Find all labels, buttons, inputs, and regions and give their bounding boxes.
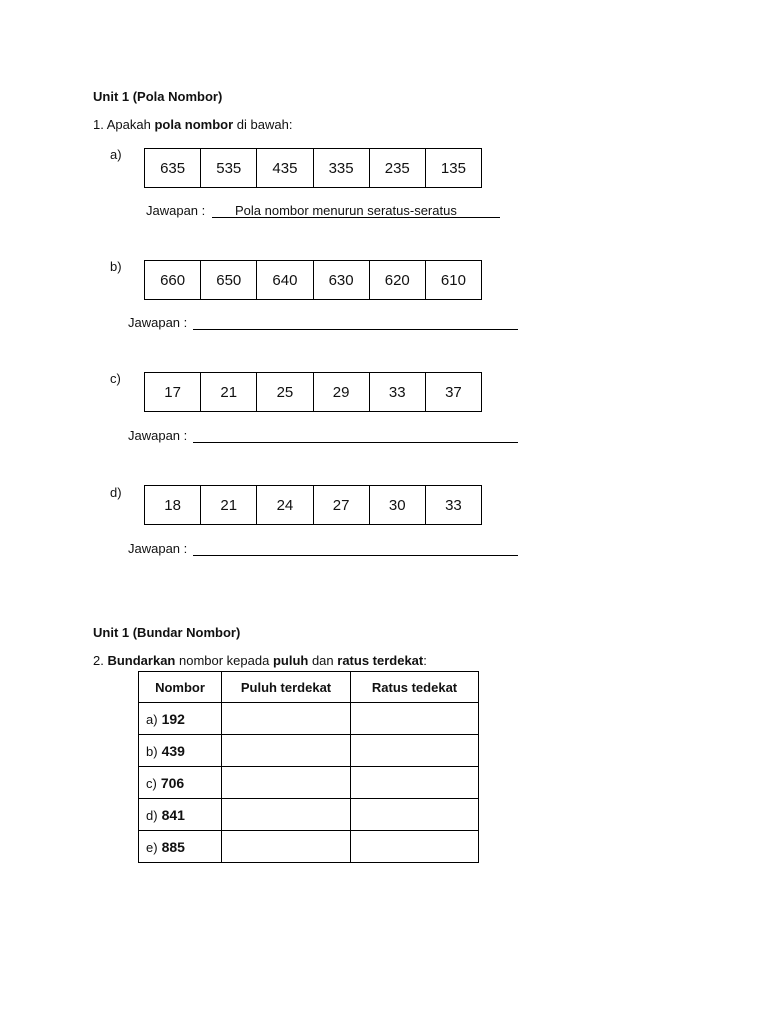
row-number: 841: [161, 806, 185, 823]
answer-d-field[interactable]: [193, 541, 518, 556]
answer-c-prefix: Jawapan :: [128, 428, 188, 443]
ratus-answer-cell[interactable]: [351, 831, 479, 863]
pattern-c-label: c): [110, 371, 121, 386]
puluh-answer-cell[interactable]: [222, 767, 351, 799]
pattern-cell: 27: [314, 486, 370, 524]
question-2-keyword-2: puluh: [272, 653, 309, 668]
question-2-keyword-1: Bundarkan: [107, 653, 176, 668]
puluh-answer-cell[interactable]: [222, 703, 351, 735]
question-2-text-2: dan: [308, 653, 338, 668]
row-label: [139, 703, 222, 735]
puluh-answer-cell[interactable]: [222, 735, 351, 767]
pattern-cell: 21: [201, 486, 257, 524]
row-label: [139, 735, 222, 767]
pattern-cell: 660: [145, 261, 201, 299]
table-row: [139, 831, 479, 863]
question-2-text-1: nombor kepada: [175, 653, 273, 668]
header-puluh: Puluh terdekat: [222, 672, 351, 703]
table-row: [139, 767, 479, 799]
ratus-answer-cell[interactable]: [351, 767, 479, 799]
ratus-answer-cell[interactable]: [351, 703, 479, 735]
table-header-row: [139, 672, 479, 703]
row-number: 192: [161, 710, 185, 727]
answer-a-text: Pola nombor menurun seratus-seratus: [235, 203, 457, 218]
pattern-cell: 33: [370, 373, 426, 411]
row-letter: d): [146, 807, 158, 823]
table-row: [139, 799, 479, 831]
row-letter: b): [146, 743, 158, 759]
header-nombor: Nombor: [139, 672, 222, 703]
answer-a-prefix: Jawapan :: [146, 203, 206, 218]
row-letter: e): [146, 839, 158, 855]
table-row: [139, 703, 479, 735]
row-letter: c): [146, 775, 157, 791]
pattern-cell: 18: [145, 486, 201, 524]
pattern-a-label: a): [110, 147, 122, 162]
row-number: 706: [160, 774, 185, 791]
pattern-cell: 635: [145, 149, 201, 187]
answer-b-field[interactable]: [193, 315, 518, 330]
question-1-rest: di bawah:: [233, 117, 293, 132]
pattern-cell: 25: [257, 373, 313, 411]
answer-c-field[interactable]: [193, 428, 518, 443]
pattern-cell: 21: [201, 373, 257, 411]
pattern-cell: 29: [314, 373, 370, 411]
pattern-cell: 33: [445, 496, 462, 514]
puluh-answer-cell[interactable]: [222, 831, 351, 863]
question-2-text-3: :: [423, 653, 427, 668]
pattern-cell: 630: [314, 261, 370, 299]
row-letter: a): [146, 711, 158, 727]
question-2-number: 2.: [93, 653, 108, 668]
ratus-answer-cell[interactable]: [351, 799, 479, 831]
answer-b-prefix: Jawapan :: [128, 315, 188, 330]
row-label: [139, 831, 222, 863]
answer-a-field[interactable]: [212, 203, 500, 218]
pattern-d-label: d): [110, 485, 122, 500]
pattern-b-label: b): [110, 259, 122, 274]
unit1-title: Unit 1 (Pola Nombor): [93, 89, 223, 104]
row-label: [139, 767, 222, 799]
pattern-cell: 37: [445, 383, 462, 401]
pattern-cell: 610: [440, 271, 466, 289]
pattern-cell: 535: [201, 149, 257, 187]
question-1-keyword: pola nombor: [154, 117, 234, 132]
pattern-d-row: [144, 485, 482, 525]
pattern-cell: 650: [201, 261, 257, 299]
question-2-keyword-3: ratus terdekat: [337, 653, 424, 668]
puluh-answer-cell[interactable]: [222, 799, 351, 831]
header-ratus: Ratus tedekat: [351, 672, 479, 703]
question-2: [93, 653, 427, 668]
ratus-answer-cell[interactable]: [351, 735, 479, 767]
pattern-b-row: [144, 260, 482, 300]
row-number: 885: [161, 838, 185, 855]
pattern-cell: 30: [370, 486, 426, 524]
pattern-cell: 235: [370, 149, 426, 187]
answer-d-prefix: Jawapan :: [128, 541, 188, 556]
pattern-cell: 620: [370, 261, 426, 299]
pattern-cell: 435: [257, 149, 313, 187]
unit2-title: Unit 1 (Bundar Nombor): [93, 625, 241, 640]
pattern-cell: 640: [257, 261, 313, 299]
table-row: [139, 735, 479, 767]
rounding-table: [138, 671, 479, 863]
question-1: [93, 117, 292, 132]
pattern-a-row: [144, 148, 482, 188]
row-label: [139, 799, 222, 831]
row-number: 439: [161, 742, 185, 759]
pattern-cell: 335: [314, 149, 370, 187]
pattern-cell: 24: [257, 486, 313, 524]
pattern-c-row: [144, 372, 482, 412]
pattern-cell: 17: [145, 373, 201, 411]
pattern-cell: 135: [440, 159, 466, 177]
question-1-number: 1. Apakah: [93, 117, 155, 132]
